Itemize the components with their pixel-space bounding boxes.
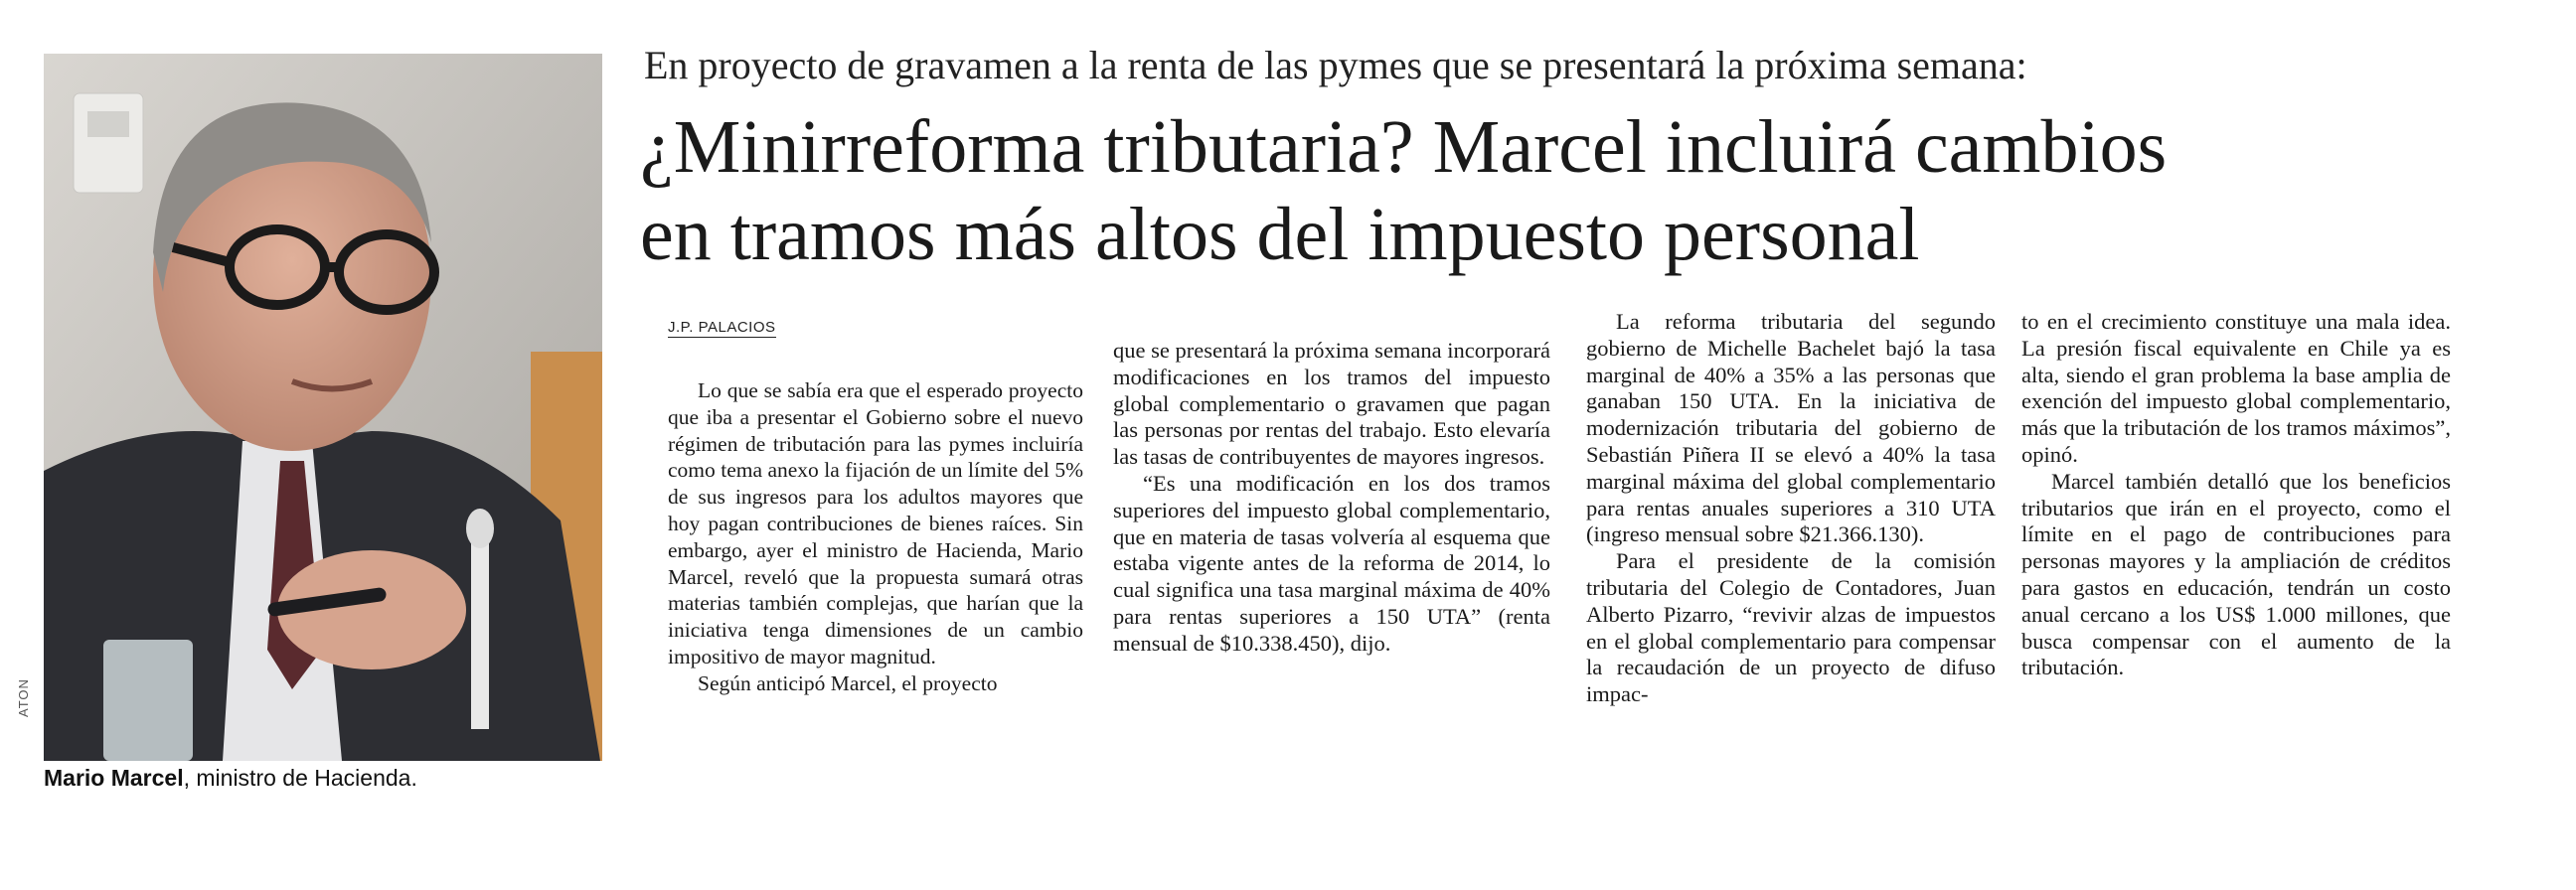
byline: J.P. PALACIOS — [668, 319, 776, 336]
article-column-3 — [1586, 309, 1996, 708]
headline-line-2: en tramos más altos del impuesto personal — [640, 193, 1920, 276]
photo-credit: ATON — [16, 678, 31, 717]
paragraph: La reforma tributaria del segundo gobierno de Michelle Bachelet bajó la tasa marginal de 40% a 35% a las personas que ganaban 150 UTA. En la iniciativa de modernización tributaria del gobierno de Sebastián Piñera II se elevó a 40% la tasa marginal máxima del global complementario para rentas anuales superiores a 310 UTA (ingreso mensual sobre $21.366.130). — [1586, 309, 1996, 547]
portrait-illustration — [44, 54, 602, 761]
caption-name: Mario Marcel — [44, 765, 184, 791]
paragraph: Marcel también detalló que los beneficios tributarios que irán en el proyecto, como el límite en el pago de contribuciones para personas mayores y la ampliación de créditos para gastos en educación, tendrán un costo anual cercano a los US$ 1.000 millones, que busca compensar con el aumento de la tributación. — [2021, 468, 2451, 680]
photo-caption — [44, 765, 417, 792]
paragraph: Según anticipó Marcel, el proyecto — [698, 670, 998, 695]
article-kicker: En proyecto de gravamen a la renta de las pymes que se presentará la próxima semana: — [644, 43, 2027, 87]
paragraph: “Es una modificación en los dos tramos superiores del impuesto global complementario, que en materia de tasas volvería al esquema que estaba vigente antes de la reforma de 2014, lo cual significa una tasa marginal máxima de 40% para rentas superiores a 150 UTA” (renta mensual de $10.338.450), dijo. — [1113, 470, 1550, 656]
paragraph: Lo que se sabía era que el esperado proyecto que iba a presentar el Gobierno sobre el nuevo régimen de tributación para las pymes incluiría como tema anexo la fijación de un límite del 5% de sus ingresos para los adultos mayores que hoy pagan contribuciones de bienes raíces. Sin embargo, ayer el ministro de Hacienda, Mario Marcel, reveló que la propuesta sumará otras materias también complejas, que harían que la iniciativa tenga dimensiones de un cambio impositivo de mayor magnitud. — [668, 378, 1083, 668]
paragraph: que se presentará la próxima semana incorporará modificaciones en los tramos del impuesto global complementario o gravamen que pagan las personas por rentas del trabajo. Esto elevaría las tasas de contribuyentes de mayores ingresos. — [1113, 338, 1550, 470]
article-column-2 — [1113, 338, 1550, 658]
paragraph: to en el crecimiento constituye una mala idea. La presión fiscal equivalente en Chile ya es alta, siendo el gran problema la base amplia de exención del impuesto global complementario, más que la tributación de los tramos máximos”, opinó. — [2021, 309, 2451, 467]
article-headline — [640, 103, 2167, 278]
article-photo — [44, 54, 602, 761]
caption-text: , ministro de Hacienda. — [183, 765, 417, 791]
headline-line-1: ¿Minirreforma tributaria? Marcel incluirá cambios — [640, 105, 2168, 189]
paragraph: Para el presidente de la comisión tributaria del Colegio de Contadores, Juan Alberto Pizarro, “revivir alzas de impuestos en el global complementario para compensar la recaudación de un proyecto de difuso impac- — [1586, 548, 1996, 707]
article-column-4 — [2021, 309, 2451, 681]
article-column-1 — [668, 377, 1083, 697]
